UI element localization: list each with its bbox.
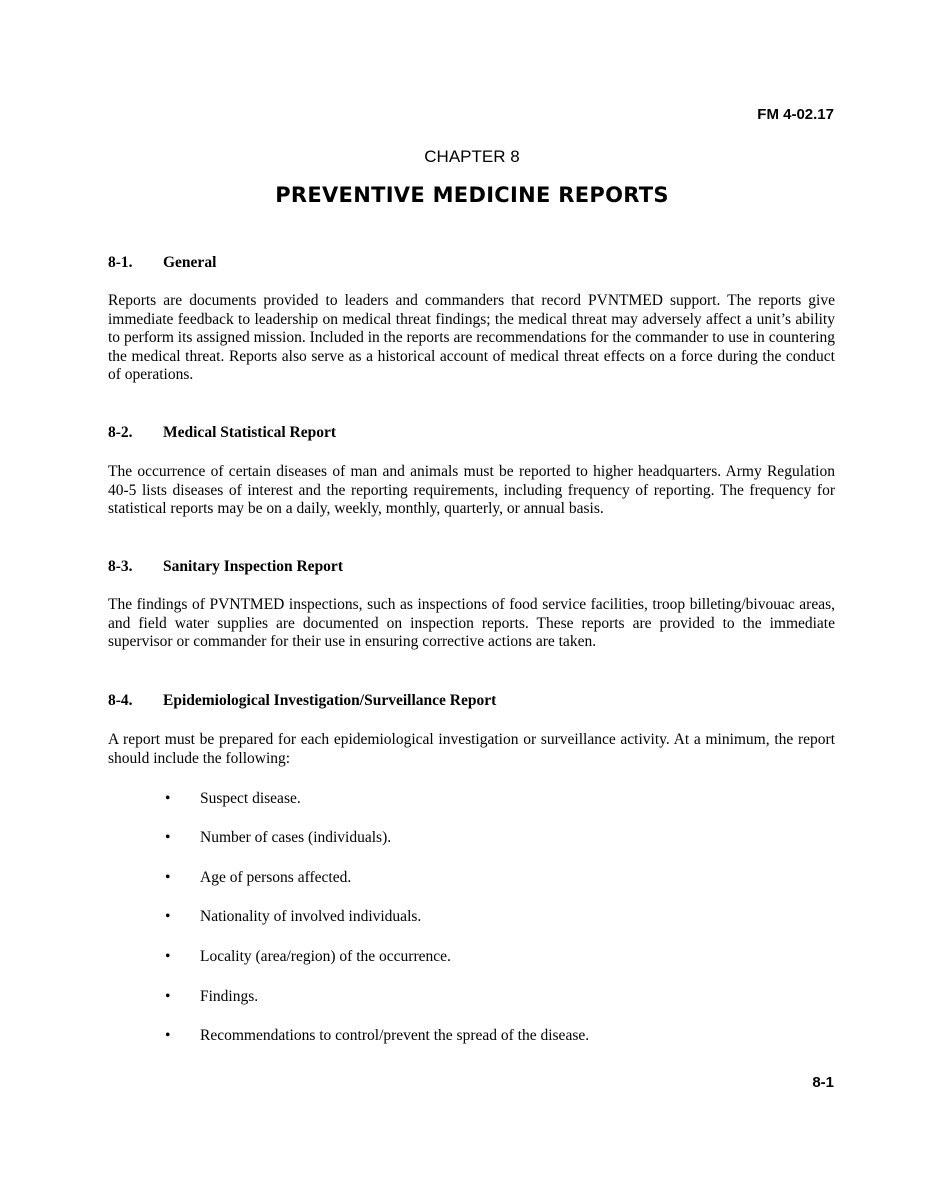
section-paragraph: A report must be prepared for each epidemiological investigation or surveillance activity. At a minimum, the report should include the following: <box>108 731 835 767</box>
bullet-item: • Findings. <box>165 988 259 1005</box>
running-header: FM 4-02.17 <box>757 106 834 123</box>
section-heading: 8-2. Medical Statistical Report <box>108 424 337 441</box>
bullet-item: • Nationality of involved individuals. <box>165 908 422 925</box>
bullet-item: • Recommendations to control/prevent the spread of the disease. <box>165 1027 590 1044</box>
chapter-title: PREVENTIVE MEDICINE REPORTS <box>275 183 669 207</box>
page-number: 8-1 <box>812 1074 834 1091</box>
section-heading: 8-3. Sanitary Inspection Report <box>108 558 343 575</box>
bullet-item: • Suspect disease. <box>165 790 301 807</box>
section-heading: 8-4. Epidemiological Investigation/Surveillance Report <box>108 692 497 709</box>
chapter-label: CHAPTER 8 <box>424 147 520 166</box>
bullet-item: • Number of cases (individuals). <box>165 829 392 846</box>
bullet-item: • Age of persons affected. <box>165 869 352 886</box>
section-paragraph: The occurrence of certain diseases of man and animals must be reported to higher headquarters. Army Regulation 40-5 lists diseases of interest and the reporting requirements, including frequency of reporting. The frequency for statistical reports may be on a daily, weekly, monthly, quarterly, or annual basis. <box>108 463 835 518</box>
bullet-item: • Locality (area/region) of the occurrence. <box>165 948 451 965</box>
section-paragraph: Reports are documents provided to leaders and commanders that record PVNTMED support. The reports give immediate feedback to leadership on medical threat findings; the medical threat may adversely affect a unit’s ability to perform its assigned mission. Included in the reports are recommendations for the commander to use in countering the medical threat. Reports also serve as a historical account of medical threat effects on a force during the conduct of operations. <box>108 292 835 384</box>
section-paragraph: The findings of PVNTMED inspections, such as inspections of food service facilities, troop billeting/bivouac areas, and field water supplies are documented on inspection reports. These reports are provided to the immediate supervisor or commander for their use in ensuring corrective actions are taken. <box>108 596 835 651</box>
section-heading: 8-1. General <box>108 254 217 271</box>
